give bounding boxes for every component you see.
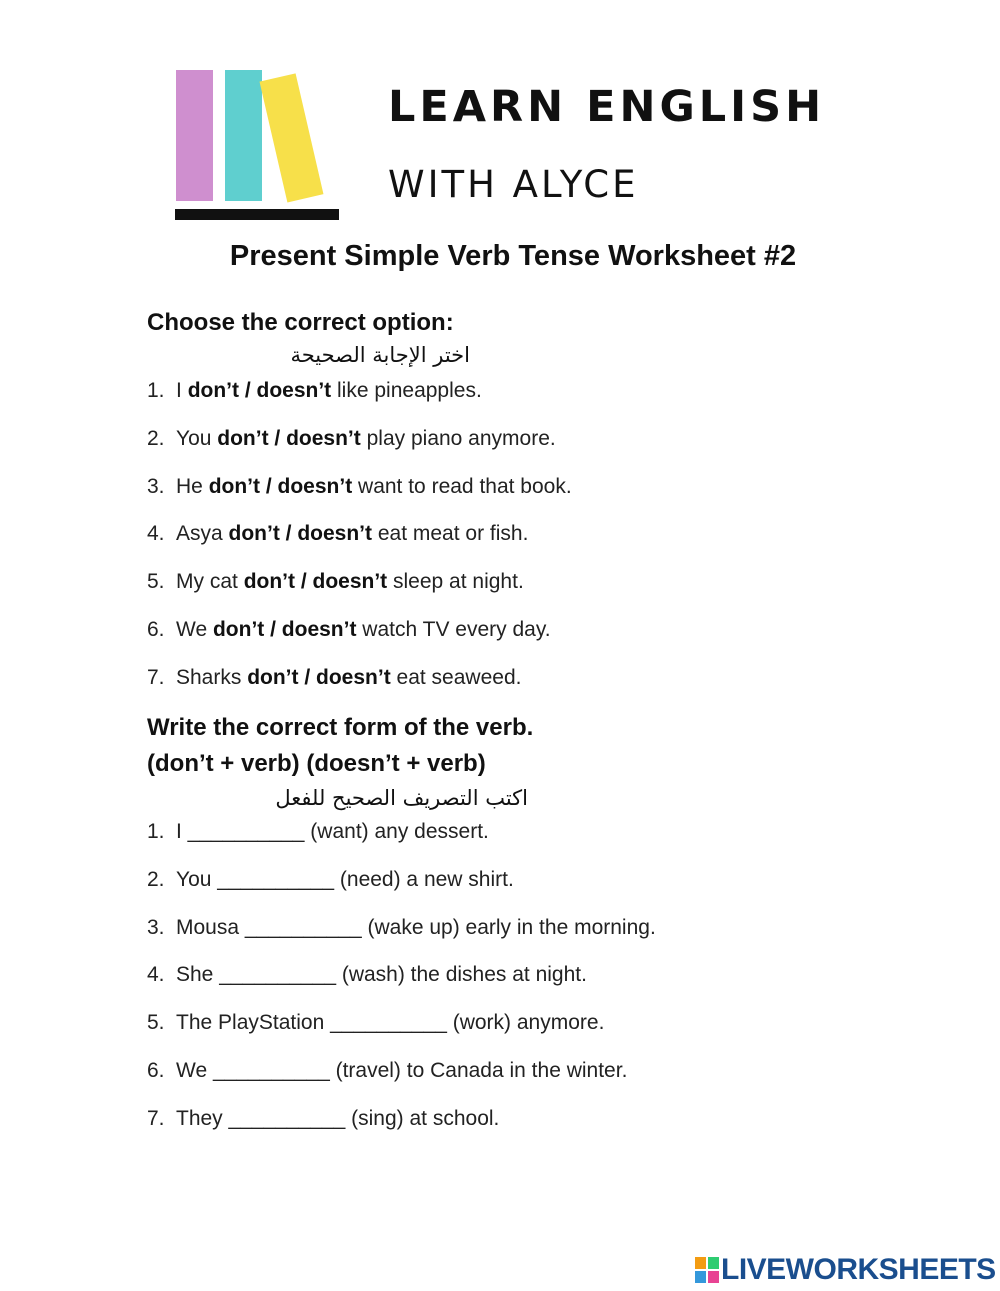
item-number: 5. bbox=[147, 1011, 165, 1035]
section2-list bbox=[147, 818, 656, 1153]
item-rest: sleep at night. bbox=[393, 570, 524, 594]
list-item[interactable] bbox=[147, 914, 656, 962]
item-subject: My cat bbox=[176, 570, 238, 594]
section1-list bbox=[147, 377, 572, 712]
item-number: 7. bbox=[147, 1106, 165, 1130]
books-logo-icon bbox=[170, 62, 345, 222]
list-item bbox=[147, 425, 572, 473]
item-subject: Asya bbox=[176, 522, 223, 546]
list-item[interactable] bbox=[147, 1057, 656, 1105]
choice-option[interactable]: don’t / doesn’t bbox=[247, 665, 391, 689]
list-item[interactable] bbox=[147, 1009, 656, 1057]
liveworksheets-watermark bbox=[695, 1252, 996, 1288]
list-item[interactable] bbox=[147, 1105, 656, 1153]
list-item bbox=[147, 473, 572, 521]
section2-heading-line2: (don’t + verb) (doesn’t + verb) bbox=[147, 750, 486, 777]
item-number: 6. bbox=[147, 1058, 165, 1082]
item-number: 6. bbox=[147, 617, 165, 641]
section2-heading-line1: Write the correct form of the verb. bbox=[147, 714, 534, 741]
item-number: 3. bbox=[147, 915, 165, 939]
item-rest: want to read that book. bbox=[358, 474, 572, 498]
fill-blank-text: They __________ (sing) at school. bbox=[176, 1106, 500, 1130]
liveworksheets-brand: LIVEWORKSHEETS bbox=[721, 1253, 996, 1286]
item-rest: like pineapples. bbox=[337, 379, 482, 402]
section1-heading: Choose the correct option: bbox=[147, 309, 454, 336]
item-rest: watch TV every day. bbox=[362, 617, 551, 641]
fill-blank-text: She __________ (wash) the dishes at night. bbox=[176, 963, 587, 987]
list-item bbox=[147, 377, 572, 425]
item-subject: He bbox=[176, 474, 203, 498]
list-item[interactable] bbox=[147, 866, 656, 914]
list-item bbox=[147, 616, 572, 664]
item-number: 3. bbox=[147, 474, 165, 498]
purple-book bbox=[176, 70, 213, 201]
item-number: 5. bbox=[147, 570, 165, 594]
yellow-book bbox=[260, 73, 324, 202]
item-subject: I bbox=[176, 379, 182, 402]
list-item bbox=[147, 520, 572, 568]
choice-option[interactable]: don’t / doesn’t bbox=[187, 379, 332, 402]
item-rest: play piano anymore. bbox=[366, 426, 556, 450]
worksheet-title: Present Simple Verb Tense Worksheet #2 bbox=[229, 240, 797, 272]
item-number: 4. bbox=[147, 963, 165, 987]
liveworksheets-logo-icon bbox=[695, 1257, 719, 1283]
item-number: 4. bbox=[147, 522, 165, 546]
choice-option[interactable]: don’t / doesn’t bbox=[212, 617, 357, 641]
item-number: 1. bbox=[147, 379, 165, 402]
fill-blank-text: Mousa __________ (wake up) early in the morning. bbox=[176, 915, 656, 939]
item-number: 7. bbox=[147, 665, 165, 689]
choice-option[interactable]: don’t / doesn’t bbox=[228, 522, 373, 546]
item-subject: You bbox=[176, 426, 212, 450]
list-item[interactable] bbox=[147, 818, 656, 866]
choice-option[interactable]: don’t / doesn’t bbox=[208, 474, 353, 498]
choice-option[interactable]: don’t / doesn’t bbox=[217, 426, 361, 450]
item-number: 1. bbox=[147, 820, 165, 843]
fill-blank-text: We __________ (travel) to Canada in the winter. bbox=[176, 1058, 628, 1082]
fill-blank-text: You __________ (need) a new shirt. bbox=[176, 867, 514, 891]
item-rest: eat meat or fish. bbox=[377, 522, 529, 546]
list-item[interactable] bbox=[147, 961, 656, 1009]
teal-book bbox=[225, 70, 262, 201]
section1-arabic-instruction: اختر الإجابة الصحيحة bbox=[290, 343, 470, 367]
list-item bbox=[147, 568, 572, 616]
item-subject: Sharks bbox=[176, 665, 242, 689]
fill-blank-text: I __________ (want) any dessert. bbox=[176, 820, 489, 843]
choice-option[interactable]: don’t / doesn’t bbox=[243, 570, 388, 594]
fill-blank-text: The PlayStation __________ (work) anymore. bbox=[176, 1011, 605, 1035]
section2-arabic-instruction: اكتب التصريف الصحيح للفعل bbox=[275, 786, 528, 810]
shelf bbox=[175, 209, 339, 220]
brand-line-2: WITH ALYCE bbox=[388, 163, 639, 206]
item-number: 2. bbox=[147, 426, 165, 450]
item-number: 2. bbox=[147, 867, 165, 891]
item-subject: We bbox=[176, 617, 208, 641]
item-rest: eat seaweed. bbox=[396, 665, 522, 689]
list-item bbox=[147, 664, 572, 712]
brand-line-1: LEARN ENGLISH bbox=[388, 82, 826, 132]
